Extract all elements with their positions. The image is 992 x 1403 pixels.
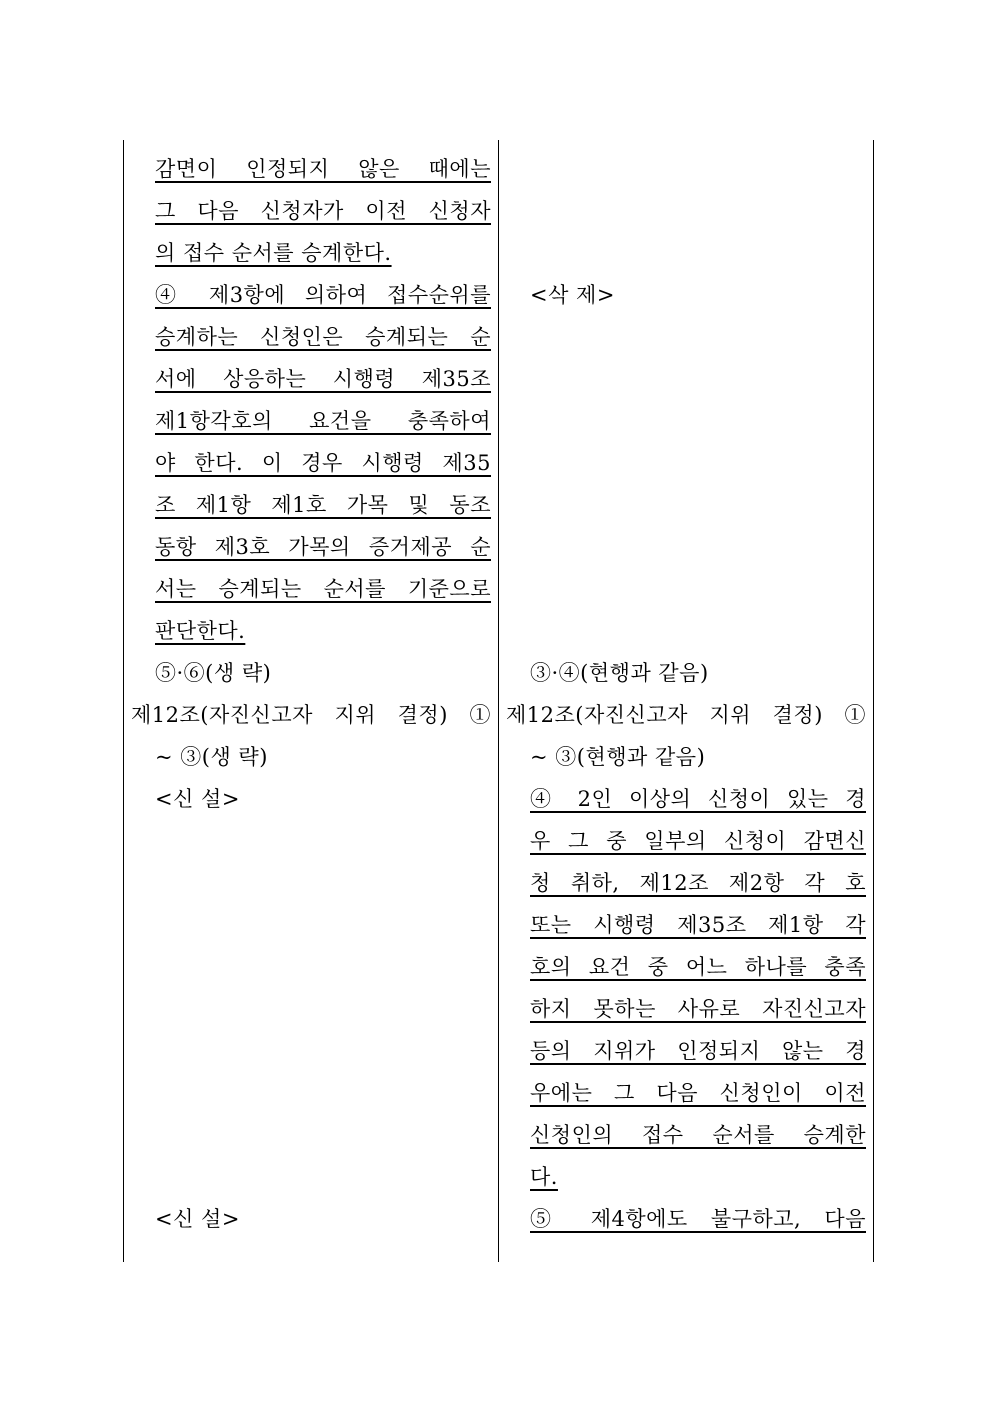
text-line: 청 취하, 제12조 제2항 각 호 bbox=[530, 871, 866, 895]
text-line: 서에 상응하는 시행령 제35조 bbox=[155, 367, 491, 391]
table-border-left bbox=[123, 140, 124, 1262]
text-line: ~ ③(현행과 같음) bbox=[530, 745, 706, 769]
text-line: ~ ③(생 략) bbox=[155, 745, 268, 769]
text-line: 그 다음 신청자가 이전 신청자 bbox=[155, 199, 491, 223]
article-12-title: 제12조(자진신고자 지위 결정) ① bbox=[131, 703, 491, 727]
text-line: ⑤·⑥(생 략) bbox=[155, 661, 272, 685]
text-line: 감면이 인정되지 않은 때에는 bbox=[155, 157, 491, 181]
new-clause-marker: <신 설> bbox=[155, 787, 240, 811]
text-line: 조 제1항 제1호 가목 및 동조 bbox=[155, 493, 491, 517]
text-line: ④ 제3항에 의하여 접수순위를 bbox=[155, 283, 491, 307]
text-line: ④ 2인 이상의 신청이 있는 경 bbox=[530, 787, 866, 811]
text-line: 다. bbox=[530, 1165, 558, 1189]
text-line: 호의 요건 중 어느 하나를 충족 bbox=[530, 955, 866, 979]
new-clause-marker: <신 설> bbox=[155, 1207, 240, 1231]
text-line: 우에는 그 다음 신청인이 이전 bbox=[530, 1081, 866, 1105]
text-line: 또는 시행령 제35조 제1항 각 bbox=[530, 913, 866, 937]
text-line: 우 그 중 일부의 신청이 감면신 bbox=[530, 829, 866, 853]
text-line: 야 한다. 이 경우 시행령 제35 bbox=[155, 451, 491, 475]
deleted-marker: <삭 제> bbox=[530, 283, 615, 307]
text-line: 제1항각호의 요건을 충족하여 bbox=[155, 409, 491, 433]
amended-law-column bbox=[506, 148, 866, 1240]
table-border-right bbox=[873, 140, 874, 1262]
text-line: ③·④(현행과 같음) bbox=[530, 661, 709, 685]
text-line: ⑤ 제4항에도 불구하고, 다음 bbox=[530, 1207, 866, 1231]
text-line: 서는 승계되는 순서를 기준으로 bbox=[155, 577, 491, 601]
table-border-middle bbox=[498, 140, 499, 1262]
text-line: 승계하는 신청인은 승계되는 순 bbox=[155, 325, 491, 349]
article-12-title: 제12조(자진신고자 지위 결정) ① bbox=[506, 703, 866, 727]
text-line: 동항 제3호 가목의 증거제공 순 bbox=[155, 535, 491, 559]
text-line: 하지 못하는 사유로 자진신고자 bbox=[530, 997, 866, 1021]
text-line: 등의 지위가 인정되지 않는 경 bbox=[530, 1039, 866, 1063]
text-line: 신청인의 접수 순서를 승계한 bbox=[530, 1123, 866, 1147]
text-line: 의 접수 순서를 승계한다. bbox=[155, 241, 392, 265]
text-line: 판단한다. bbox=[155, 619, 246, 643]
current-law-column bbox=[131, 148, 491, 1240]
